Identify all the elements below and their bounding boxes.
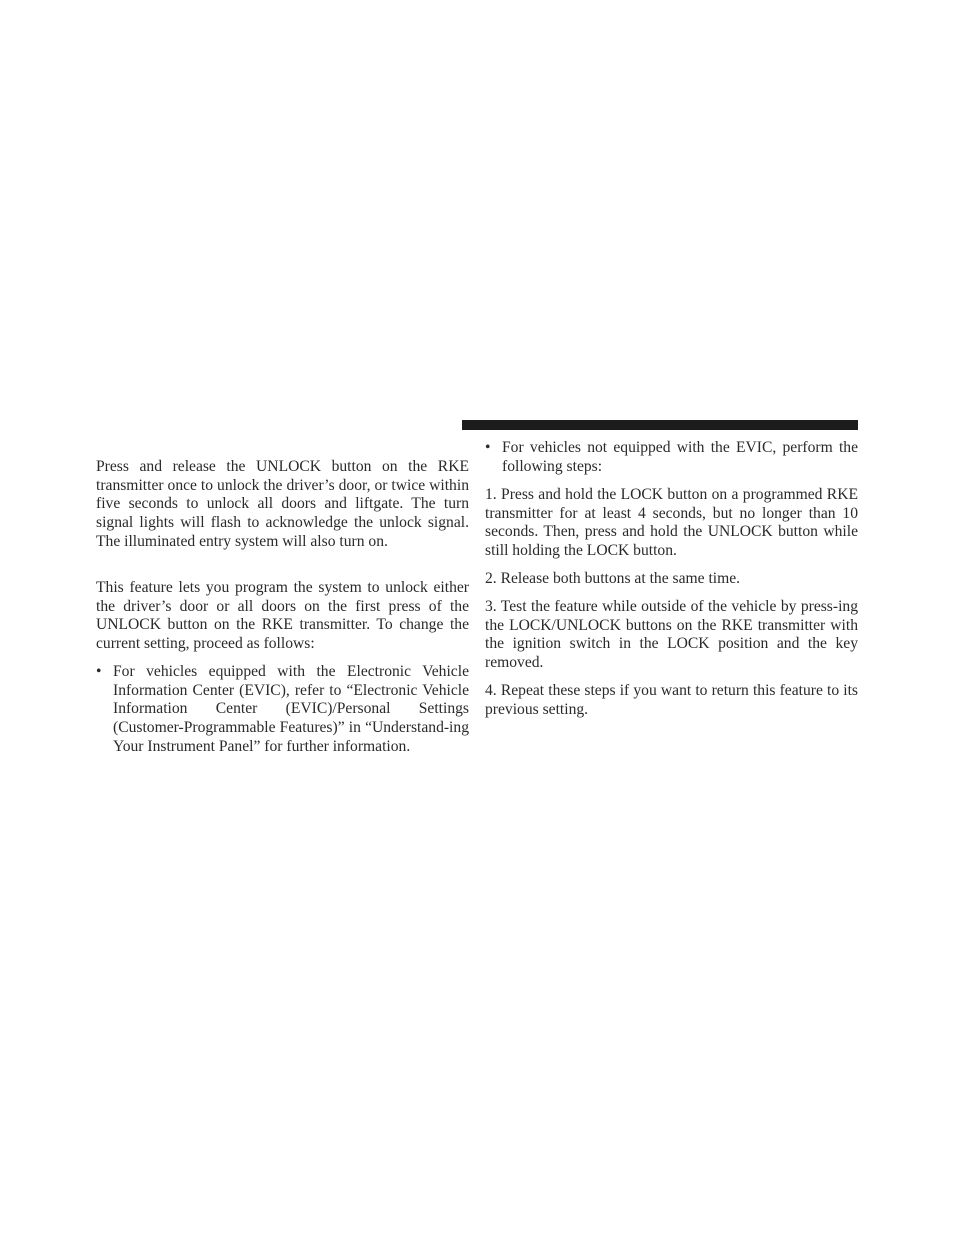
step-text: 2. Release both buttons at the same time. — [485, 570, 741, 587]
step-text: 1. Press and hold the LOCK button on a programmed RKE transmitter for at least 4 seconds, but no longer than 10 seconds. Then, press and hold the UNLOCK button while still holding the LOCK button. — [485, 486, 858, 560]
bullet-text: For vehicles not equipped with the EVIC, perform the following steps: — [502, 439, 858, 475]
step-text: 4. Repeat these steps if you want to return this feature to its previous setting. — [485, 682, 858, 718]
bullet-icon: • — [96, 663, 102, 680]
bullet-item-evic — [96, 663, 469, 757]
bullet-text: For vehicles equipped with the Electronic Vehicle Information Center (EVIC), refer to “Electronic Vehicle Information Center (EVIC)/Personal Settings (Customer-Programmable Features)” in “Understand-ing Your Instrument Panel” for further information. — [113, 663, 469, 755]
bullet-icon: • — [485, 439, 491, 456]
bullet-item-no-evic — [485, 439, 858, 476]
step-2 — [485, 570, 858, 589]
step-1 — [485, 486, 858, 561]
section-divider-bar — [462, 420, 858, 430]
paragraph-text: Press and release the UNLOCK button on the RKE transmitter once to unlock the driver’s door, or twice within five seconds to unlock all doors and liftgate. The turn signal lights will flash to acknowledge the unlock signal. The illuminated entry system will also turn on. — [96, 458, 469, 550]
paragraph-text: This feature lets you program the system to unlock either the driver’s door or all doors on the first press of the UNLOCK button on the RKE transmitter. To change the current setting, proceed as follows: — [96, 579, 469, 653]
program-feature-paragraph — [96, 579, 469, 654]
step-3 — [485, 598, 858, 673]
step-4 — [485, 682, 858, 719]
step-text: 3. Test the feature while outside of the vehicle by press-ing the LOCK/UNLOCK buttons on the RKE transmitter with the ignition switch in the LOCK position and the key removed. — [485, 598, 858, 672]
unlock-instructions-paragraph — [96, 458, 469, 552]
